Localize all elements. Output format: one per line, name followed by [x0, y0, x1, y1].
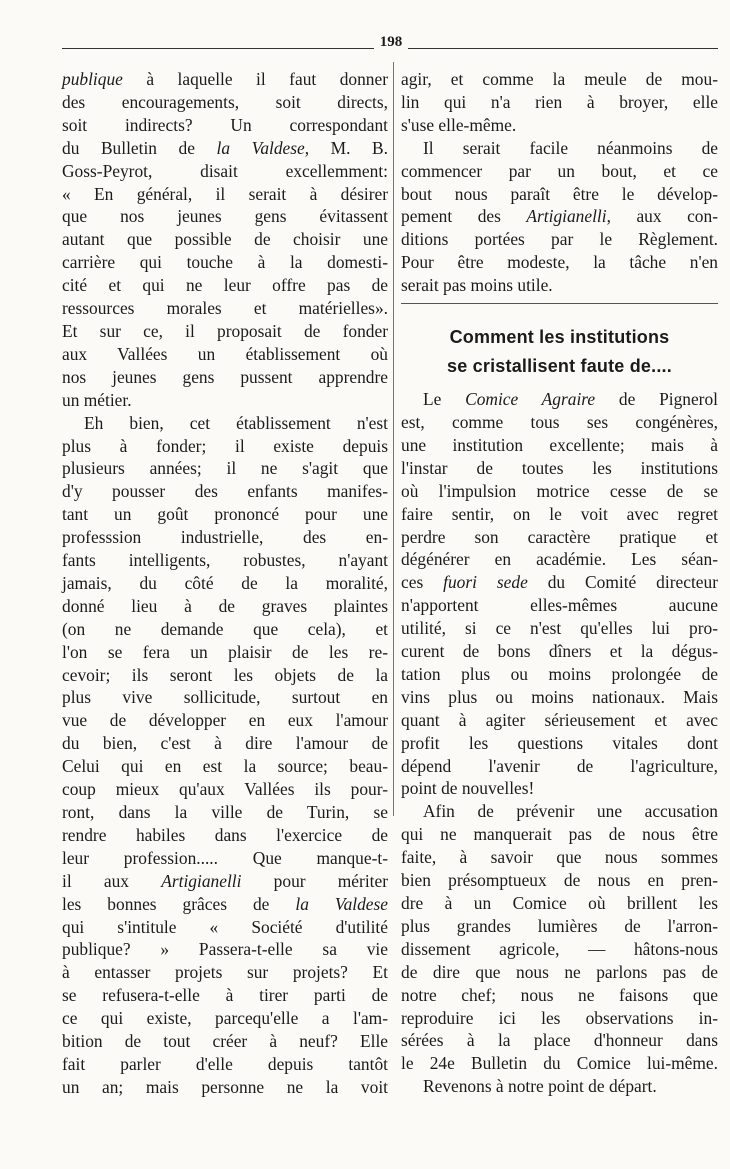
- text-segment: ces: [401, 572, 444, 593]
- text-line: [401, 755, 718, 778]
- text-segment: un métier.: [62, 389, 132, 410]
- article-heading: [401, 324, 718, 380]
- text-segment: vins plus ou moins nationaux. Mais: [401, 686, 718, 707]
- text-line: [401, 1029, 718, 1052]
- text-line: [401, 915, 718, 938]
- text-segment: de dire que nous ne parlons pas de: [401, 961, 718, 982]
- text-line: [401, 1075, 718, 1098]
- text-segment: tation plus ou moins prolongée de: [401, 663, 718, 684]
- text-line: [62, 412, 388, 435]
- text-line: [62, 618, 388, 641]
- text-line: [401, 777, 718, 800]
- text-segment: , M. B.: [304, 137, 388, 158]
- text-line: [62, 526, 388, 549]
- text-segment: leur profession..... Que manque-t-: [62, 847, 388, 868]
- left-column-text: [62, 68, 388, 1099]
- italic-text: publique: [62, 69, 123, 89]
- text-segment: point de nouvelles!: [401, 778, 535, 799]
- text-line: [401, 114, 718, 137]
- text-line: [62, 732, 388, 755]
- header-rule-right: [408, 48, 718, 49]
- text-line: [401, 663, 718, 686]
- text-segment: ront, dans la ville de Turin, se: [62, 802, 388, 822]
- text-line: [401, 251, 718, 274]
- text-line: [62, 686, 388, 709]
- text-segment: il aux: [62, 870, 162, 891]
- text-line: [401, 686, 718, 709]
- text-line: [401, 1007, 718, 1030]
- text-line: [62, 893, 388, 916]
- text-segment: notre chef; nous ne faisons que: [401, 984, 718, 1005]
- text-line: [401, 617, 718, 640]
- text-segment: commencer par un bout, et ce: [401, 160, 718, 181]
- text-line: [401, 869, 718, 892]
- text-segment: dre à un Comice où brillent les: [401, 893, 718, 913]
- header-rule-left: [62, 48, 374, 49]
- text-line: [62, 595, 388, 618]
- text-line: [401, 228, 718, 251]
- text-segment: Goss-Peyrot, disait excellemment:: [62, 160, 388, 181]
- text-line: [401, 640, 718, 663]
- text-line: [401, 1052, 718, 1075]
- text-segment: Il serait facile néanmoins de: [423, 137, 718, 158]
- text-segment: Le: [423, 389, 466, 410]
- text-segment: s'use elle-même.: [401, 114, 517, 135]
- text-line: [401, 938, 718, 961]
- text-segment: les bonnes grâces de: [62, 893, 296, 914]
- text-segment: « En général, il serait à désirer: [62, 183, 388, 204]
- text-line: [62, 68, 388, 91]
- text-segment: l'instar de toutes les institutions: [401, 457, 718, 478]
- text-segment: jamais, du côté de la moralité,: [62, 572, 388, 593]
- right-column-top-text: [401, 68, 718, 297]
- text-segment: une institution excellente; mais à: [401, 434, 718, 455]
- text-segment: à entasser projets sur projets? Et: [62, 962, 388, 983]
- text-segment: donné lieu à de graves plaintes: [62, 595, 388, 616]
- text-line: [401, 205, 718, 228]
- text-line: [401, 480, 718, 503]
- text-segment: profit les questions vitales dont: [401, 732, 718, 753]
- left-column: [62, 68, 388, 1099]
- text-segment: reproduire ici les observations in-: [401, 1007, 718, 1028]
- italic-text: Artigianelli: [161, 870, 242, 891]
- text-line: [62, 503, 388, 526]
- text-line: [62, 778, 388, 801]
- text-segment: du Bulletin de: [62, 137, 217, 158]
- text-line: [401, 68, 718, 91]
- text-segment: est, comme tous ses congénères,: [401, 411, 718, 432]
- text-segment: ce qui existe, parcequ'elle a l'am-: [62, 1008, 388, 1029]
- text-segment: qui s'intitule « Société d'utilité: [62, 916, 388, 937]
- text-segment: Celui qui en est la source; beau-: [62, 756, 388, 777]
- text-line: [62, 183, 388, 206]
- text-segment: de Pignerol: [595, 389, 718, 410]
- text-line: [62, 572, 388, 595]
- heading-line: se cristallisent faute de....: [447, 356, 672, 377]
- text-line: [401, 846, 718, 869]
- text-line: [62, 938, 388, 961]
- text-line: [62, 1076, 388, 1099]
- text-segment: fait parler d'elle depuis tantôt: [62, 1053, 388, 1074]
- text-segment: ressources morales et matérielles».: [62, 298, 388, 319]
- text-segment: rendre habiles dans l'exercice de: [62, 824, 388, 845]
- text-segment: professsion industrielle, des en-: [62, 527, 388, 548]
- text-line: [62, 274, 388, 297]
- text-segment: que nos jeunes gens évitassent: [62, 206, 388, 227]
- text-segment: du Comité directeur: [527, 572, 718, 593]
- column-divider: [393, 62, 394, 816]
- text-segment: perdre son caractère pratique et: [401, 526, 718, 547]
- text-segment: Afin de prévenir une accusation: [423, 801, 718, 822]
- section-separator: [401, 303, 718, 304]
- text-segment: Et sur ce, il proposait de fonder: [62, 320, 388, 341]
- text-line: [62, 824, 388, 847]
- text-line: [401, 823, 718, 846]
- text-line: [401, 137, 718, 160]
- text-segment: publique? » Passera-t-elle sa vie: [62, 939, 388, 960]
- text-segment: où l'impulsion motrice cesse de se: [401, 480, 718, 501]
- text-segment: carrière qui touche à la domesti-: [62, 252, 388, 273]
- heading-line: Comment les institutions: [449, 327, 670, 348]
- italic-text: Comice Agraire: [465, 389, 596, 410]
- text-line: [401, 434, 718, 457]
- text-line: [401, 526, 718, 549]
- text-line: [62, 1053, 388, 1076]
- text-segment: (on ne demande que cela), et: [62, 618, 388, 639]
- text-segment: Pour être modeste, la tâche n'en: [401, 252, 718, 273]
- text-segment: coup mieux qu'aux Vallées ils pour-: [62, 779, 388, 800]
- text-line: [62, 755, 388, 778]
- text-line: [62, 91, 388, 114]
- italic-text: fuori sede: [443, 572, 528, 593]
- text-segment: du bien, c'est à dire l'amour de: [62, 733, 388, 754]
- text-segment: quant à agiter sérieusement et avec: [401, 709, 718, 730]
- text-segment: fants intelligents, robustes, n'ayant: [62, 550, 388, 571]
- text-line: [62, 870, 388, 893]
- text-segment: cevoir; ils seront les objets de la: [62, 664, 388, 685]
- text-segment: plus à fonder; il existe depuis: [62, 435, 388, 456]
- text-line: [62, 480, 388, 503]
- text-segment: se refusera-t-elle à tirer parti de: [62, 985, 388, 1006]
- text-line: [401, 800, 718, 823]
- text-segment: pour mériter: [241, 870, 388, 891]
- text-segment: , aux con-: [606, 206, 718, 227]
- text-segment: bien présomptueux de nous en pren-: [401, 870, 718, 891]
- text-segment: serait pas moins utile.: [401, 275, 553, 296]
- text-line: [62, 137, 388, 160]
- text-segment: cité et qui ne leur offre pas de: [62, 275, 388, 296]
- text-segment: dissement agricole, — hâtons-nous: [401, 938, 718, 959]
- text-line: [401, 274, 718, 297]
- text-line: [401, 548, 718, 571]
- text-line: [401, 183, 718, 206]
- text-line: [401, 892, 718, 915]
- text-segment: utilité, si ce n'est qu'elles lui pro-: [401, 618, 718, 639]
- text-line: [62, 664, 388, 687]
- text-segment: pement des: [401, 206, 527, 227]
- page-number: 198: [379, 34, 403, 50]
- italic-text: la Valdese: [295, 893, 388, 914]
- text-segment: plus grandes lumières de l'arron-: [401, 915, 718, 936]
- text-line: [62, 641, 388, 664]
- text-segment: n'apportent elles-mêmes aucune: [401, 595, 718, 616]
- page-header: [62, 34, 718, 54]
- text-line: [62, 457, 388, 480]
- text-segment: vue de développer en eux l'amour: [62, 710, 388, 731]
- text-segment: dépend l'avenir de l'agriculture,: [401, 755, 718, 776]
- text-line: [401, 411, 718, 434]
- text-line: [62, 847, 388, 870]
- text-line: [401, 388, 718, 411]
- text-segment: lin qui n'a rien à broyer, elle: [401, 91, 718, 112]
- text-segment: plusieurs années; il ne s'agit que: [62, 458, 388, 479]
- text-segment: faire sentir, on le voit avec regret: [401, 503, 718, 524]
- right-column-bottom-text: [401, 388, 718, 1098]
- text-segment: d'y pousser des enfants manifes-: [62, 481, 388, 502]
- text-line: [62, 1030, 388, 1053]
- text-segment: sérées à la place d'honneur dans: [401, 1030, 718, 1051]
- text-line: [62, 916, 388, 939]
- text-line: [401, 571, 718, 594]
- text-segment: dégénérer en académie. Les séan-: [401, 549, 718, 570]
- text-line: [62, 251, 388, 274]
- right-column: [401, 68, 718, 1098]
- text-segment: autant que possible de choisir une: [62, 229, 388, 250]
- text-segment: bition de tout créer à neuf? Elle: [62, 1031, 388, 1052]
- text-line: [62, 228, 388, 251]
- italic-text: la Valdese: [216, 137, 305, 158]
- text-line: [401, 160, 718, 183]
- text-line: [401, 709, 718, 732]
- text-line: [62, 549, 388, 572]
- text-segment: faite, à savoir que nous sommes: [401, 847, 718, 868]
- text-line: [62, 160, 388, 183]
- text-line: [401, 91, 718, 114]
- text-segment: bout nous paraît être le dévelop-: [401, 183, 718, 204]
- text-segment: agir, et comme la meule de mou-: [401, 69, 718, 89]
- text-segment: plus vive sollicitude, surtout en: [62, 687, 388, 708]
- text-segment: le 24e Bulletin du Comice lui-même.: [401, 1053, 718, 1074]
- text-segment: tant un goût prononcé pour une: [62, 504, 388, 525]
- text-line: [62, 435, 388, 458]
- text-segment: qui ne manquerait pas de nous être: [401, 824, 718, 845]
- text-line: [62, 801, 388, 824]
- text-segment: Eh bien, cet établissement n'est: [84, 412, 388, 433]
- text-line: [401, 457, 718, 480]
- text-segment: curent de bons dîners et la dégus-: [401, 641, 718, 662]
- text-line: [62, 343, 388, 366]
- text-line: [401, 503, 718, 526]
- text-line: [62, 114, 388, 137]
- text-segment: Revenons à notre point de départ.: [423, 1076, 657, 1097]
- text-line: [62, 1007, 388, 1030]
- italic-text: Artigianelli: [526, 206, 607, 227]
- text-line: [62, 709, 388, 732]
- text-line: [401, 732, 718, 755]
- text-line: [401, 594, 718, 617]
- text-segment: un an; mais personne ne la voit: [62, 1076, 388, 1097]
- text-line: [401, 961, 718, 984]
- text-line: [62, 961, 388, 984]
- text-line: [62, 984, 388, 1007]
- text-segment: nos jeunes gens pussent apprendre: [62, 366, 388, 387]
- text-line: [62, 205, 388, 228]
- text-segment: aux Vallées un établissement où: [62, 343, 388, 364]
- text-segment: l'on se fera un plaisir de les re-: [62, 641, 388, 662]
- text-segment: soit indirects? Un correspondant: [62, 114, 388, 135]
- text-segment: ditions portées par le Règlement.: [401, 229, 718, 250]
- text-segment: à laquelle il faut donner: [122, 69, 388, 89]
- text-line: [62, 366, 388, 389]
- text-segment: des encouragements, soit directs,: [62, 91, 388, 112]
- text-line: [62, 297, 388, 320]
- text-line: [62, 320, 388, 343]
- text-line: [62, 389, 388, 412]
- text-line: [401, 984, 718, 1007]
